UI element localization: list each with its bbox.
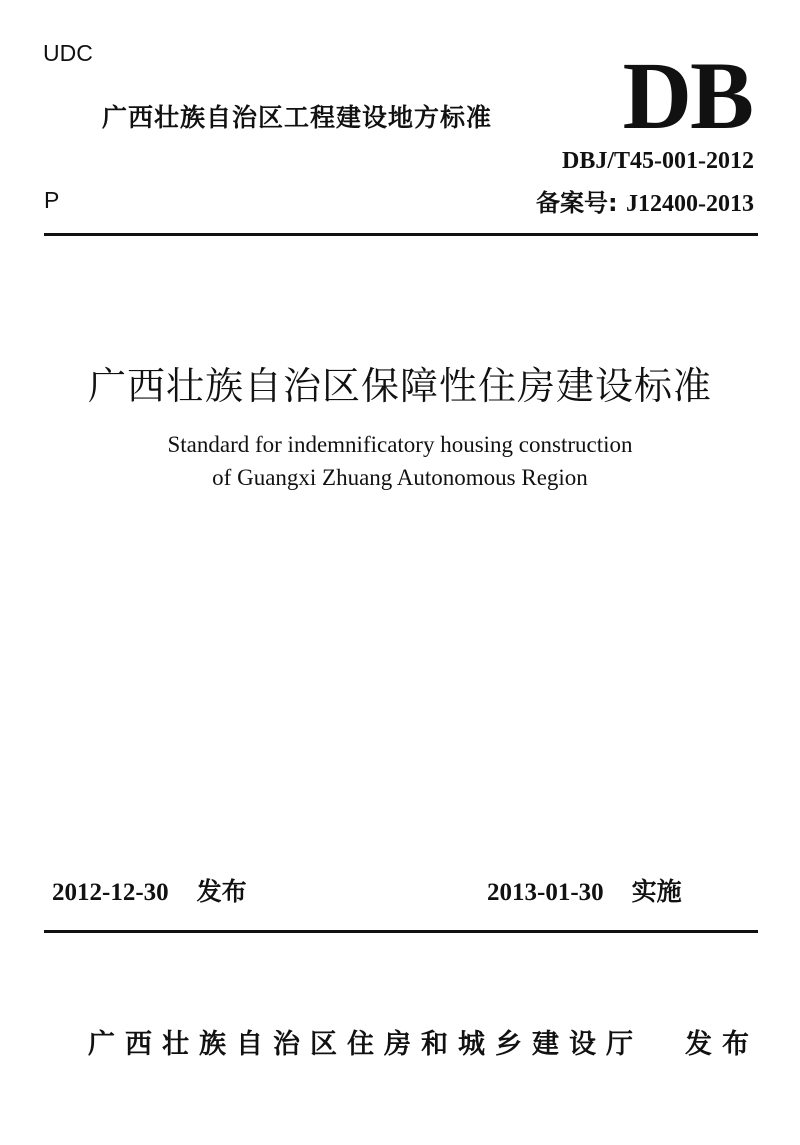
p-classification: P (44, 187, 60, 213)
standard-number: DBJ/T45-001-2012 (562, 148, 754, 174)
issue-date-block (52, 872, 247, 908)
document-title-english (0, 428, 800, 494)
standard-series: 广西壮族自治区工程建设地方标准 (102, 103, 493, 132)
record-label: 备案号: (536, 189, 618, 217)
english-title-line-2: of Guangxi Zhuang Autonomous Region (212, 465, 588, 490)
issuer-name: 广西壮族自治区住房和城乡建设厅 (88, 1029, 643, 1060)
issue-label: 发布 (196, 877, 247, 906)
record-number (536, 183, 754, 218)
issuer-block (88, 1022, 759, 1061)
record-value: J12400-2013 (626, 191, 754, 217)
effective-label: 实施 (631, 877, 682, 906)
effective-date-block (487, 872, 682, 908)
udc-label: UDC (43, 40, 93, 66)
top-divider (44, 233, 758, 236)
document-title-chinese: 广西壮族自治区保障性住房建设标准 (87, 364, 712, 408)
issuer-label: 发布 (685, 1029, 759, 1060)
english-title-line-1: Standard for indemnificatory housing construction (167, 432, 633, 457)
db-mark: DB (622, 42, 752, 149)
bottom-divider (44, 930, 758, 933)
effective-date: 2013-01-30 (487, 879, 604, 906)
issue-date: 2012-12-30 (52, 879, 169, 906)
